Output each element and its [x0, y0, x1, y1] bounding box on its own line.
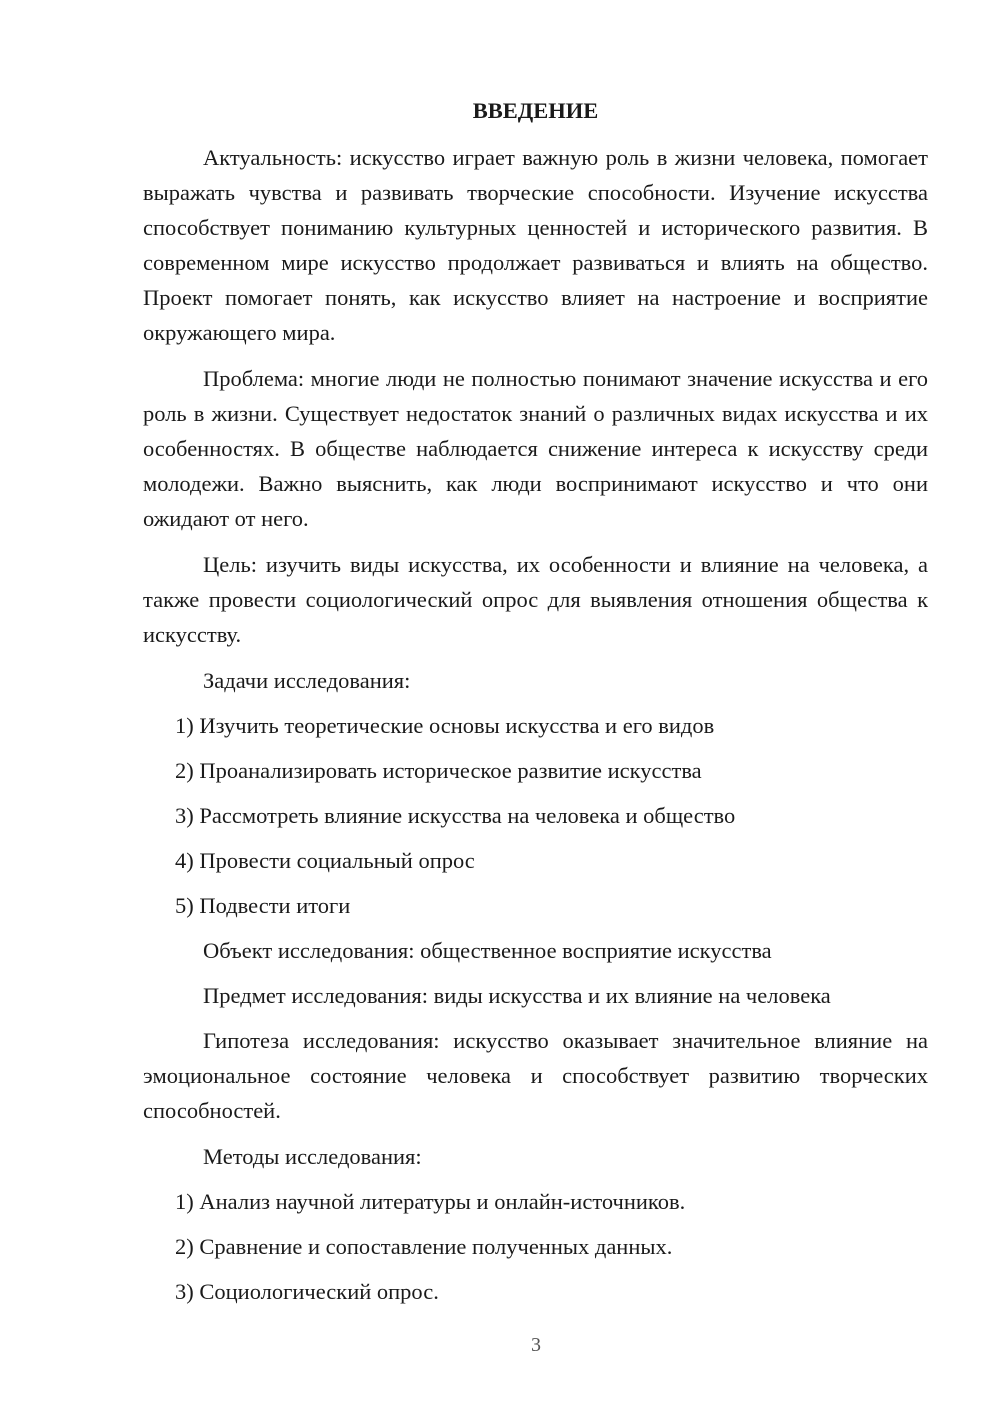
research-subject: Предмет исследования: виды искусства и их влияние на человека: [203, 983, 831, 1008]
relevance-paragraph: Актуальность: искусство играет важную роль в жизни человека, помогает выражать чувства и развивать творческие способности. Изучение искусства способствует пониманию культурных ценностей и исторического развития. В современном мире искусство продолжает развиваться и влиять на общество. Проект помогает понять, как искусство влияет на настроение и восприятие окружающего мира.: [143, 145, 928, 345]
task-item: 3) Рассмотреть влияние искусства на человека и общество: [175, 803, 736, 828]
research-object: Объект исследования: общественное восприятие искусства: [203, 938, 772, 963]
method-item: 2) Сравнение и сопоставление полученных данных.: [175, 1234, 673, 1259]
method-item: 3) Социологический опрос.: [175, 1279, 439, 1304]
hypothesis-paragraph: Гипотеза исследования: искусство оказывает значительное влияние на эмоциональное состояние человека и способствует развитию творческих способностей.: [143, 1028, 928, 1123]
document-page: [143, 92, 928, 1319]
section-title: ВВЕДЕНИЕ: [472, 98, 599, 123]
method-item: 1) Анализ научной литературы и онлайн-источников.: [175, 1189, 686, 1214]
task-item: 5) Подвести итоги: [175, 893, 351, 918]
task-item: 1) Изучить теоретические основы искусства и его видов: [175, 713, 715, 738]
tasks-heading: Задачи исследования:: [203, 668, 411, 693]
methods-heading: Методы исследования:: [203, 1144, 422, 1169]
problem-paragraph: Проблема: многие люди не полностью понимают значение искусства и его роль в жизни. Существует недостаток знаний о различных видах искусства и их особенностях. В обществе наблюдается снижение интереса к искусству среди молодежи. Важно выяснить, как люди воспринимают искусство и что они ожидают от него.: [143, 366, 928, 531]
task-item: 2) Проанализировать историческое развитие искусства: [175, 758, 702, 783]
page-number: 3: [531, 1334, 541, 1356]
goal-paragraph: Цель: изучить виды искусства, их особенности и влияние на человека, а также провести социологический опрос для выявления отношения общества к искусству.: [143, 552, 928, 647]
task-item: 4) Провести социальный опрос: [175, 848, 475, 873]
